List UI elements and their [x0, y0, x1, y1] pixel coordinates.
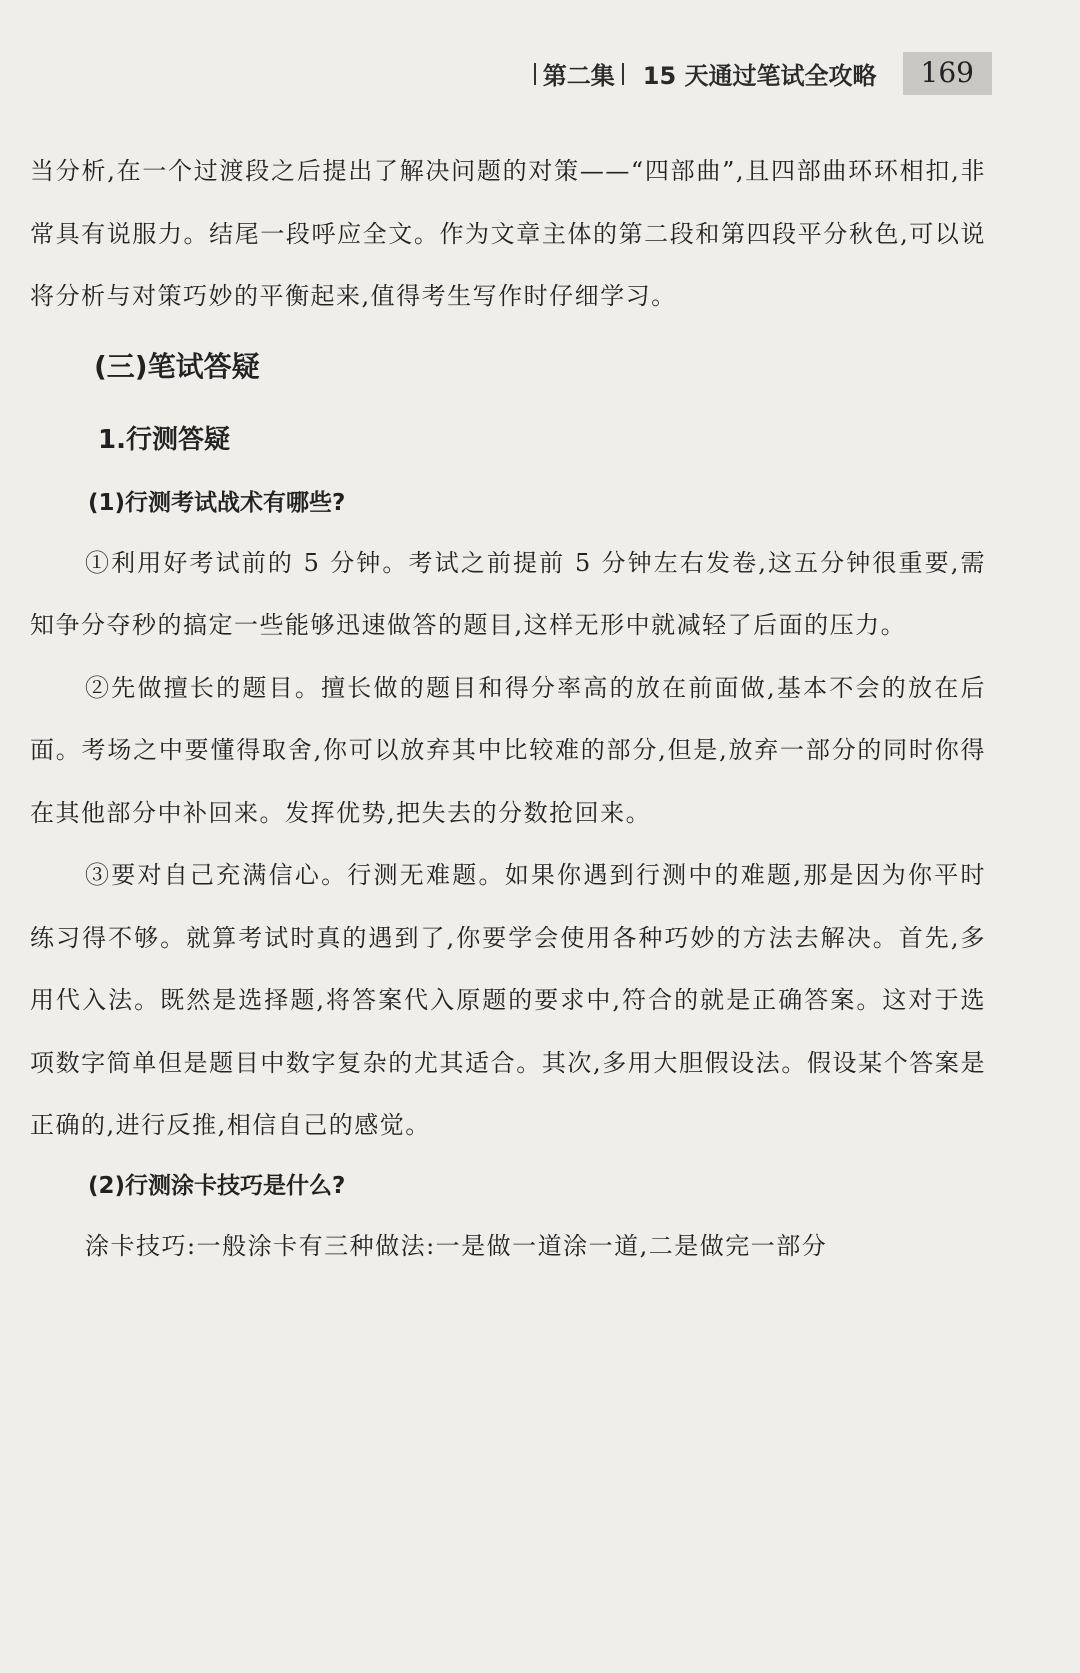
section-heading: (三)笔试答疑	[94, 349, 260, 383]
paragraph: 当分析,在一个过渡段之后提出了解决问题的对策——“四部曲”,且四部曲环环相扣,非常具有说服力。结尾一段呼应全文。作为文章主体的第二段和第四段平分秋色,可以说将分析与对策巧妙的平衡起来,值得考生写作时仔细学习。	[30, 157, 986, 310]
list-item: ①利用好考试前的 5 分钟。考试之前提前 5 分钟左右发卷,这五分钟很重要,需知争分夺秒的搞定一些能够迅速做答的题目,这样无形中就减轻了后面的压力。	[30, 548, 986, 639]
page-body	[30, 140, 986, 1277]
collection-label: 第二集	[542, 62, 615, 90]
running-header	[527, 52, 992, 95]
header-divider	[622, 63, 624, 85]
book-title: 15 天通过笔试全攻略	[642, 62, 877, 90]
question-heading: (1)行测考试战术有哪些?	[88, 489, 346, 516]
list-item: ③要对自己充满信心。行测无难题。如果你遇到行测中的难题,那是因为你平时练习得不够。就算考试时真的遇到了,你要学会使用各种巧妙的方法去解决。首先,多用代入法。既然是选择题,将答案代入原题的要求中,符合的就是正确答案。这对于选项数字简单但是题目中数字复杂的尤其适合。其次,多用大胆假设法。假设某个答案是正确的,进行反推,相信自己的感觉。	[30, 861, 986, 1139]
paragraph: 涂卡技巧:一般涂卡有三种做法:一是做一道涂一道,二是做完一部分	[85, 1231, 828, 1260]
header-divider	[534, 63, 536, 85]
question-heading: (2)行测涂卡技巧是什么?	[88, 1172, 346, 1199]
list-item: ②先做擅长的题目。擅长做的题目和得分率高的放在前面做,基本不会的放在后面。考场之中要懂得取舍,你可以放弃其中比较难的部分,但是,放弃一部分的同时你得在其他部分中补回来。发挥优势,把失去的分数抢回来。	[30, 673, 986, 827]
subsection-heading: 1.行测答疑	[98, 424, 230, 455]
page-number: 169	[903, 52, 992, 95]
